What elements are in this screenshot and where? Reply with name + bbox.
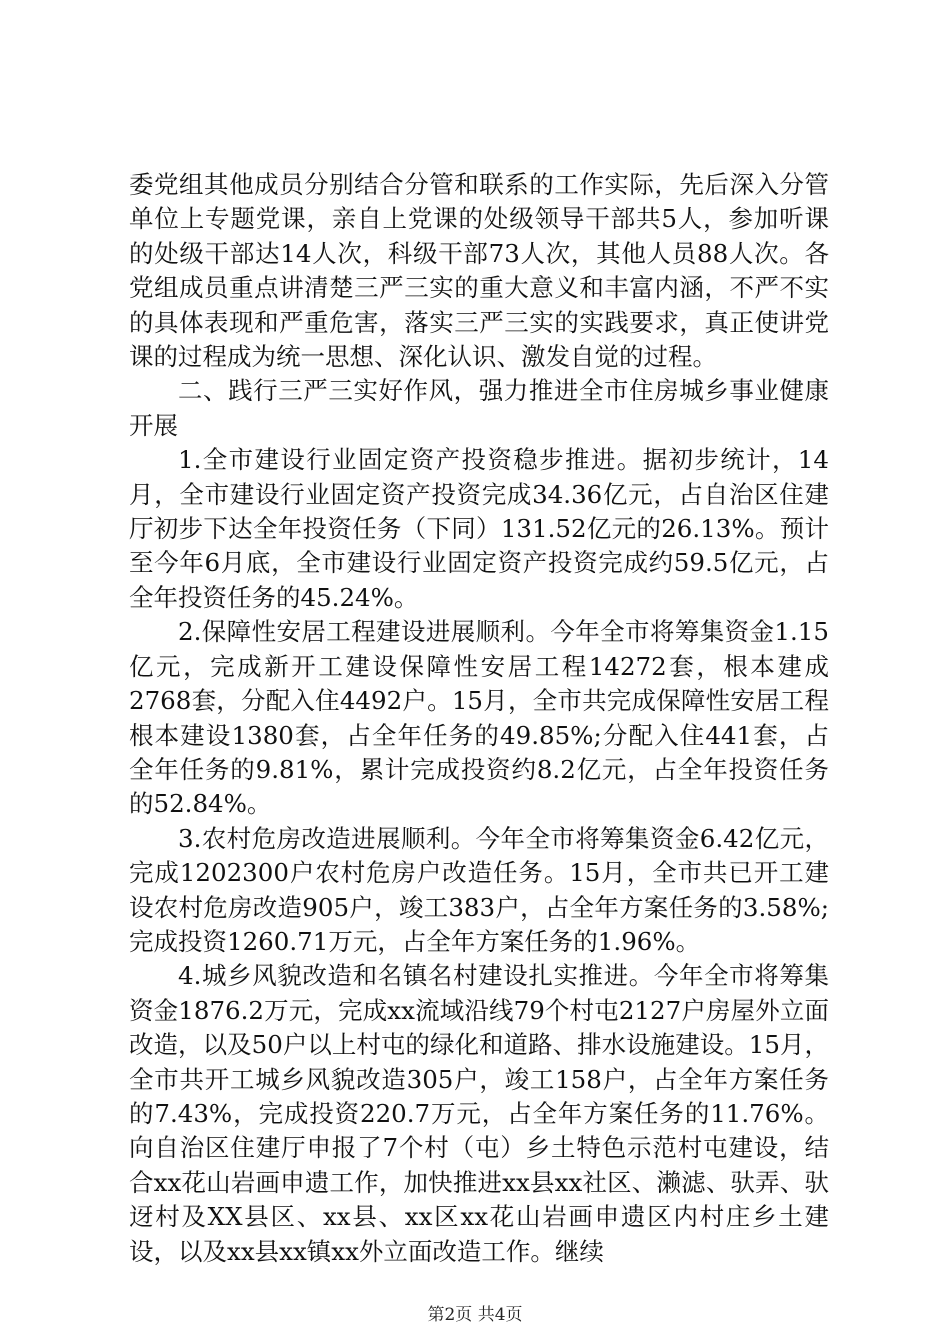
section-heading: 二、践行三严三实好作风，强力推进全市住房城乡事业健康开展 — [129, 376, 829, 440]
paragraph-item-1: 1.全市建设行业固定资产投资稳步推进。据初步统计，14月，全市建设行业固定资产投资完成34.36亿元，占自治区住建厅初步下达全年投资任务（下同）131.52亿元的26.13%。预计至今年6月底，全市建设行业固定资产投资完成约59.5亿元，占全年投资任务的45.24%。 — [129, 445, 829, 612]
paragraph-item-2: 2.保障性安居工程建设进展顺利。今年全市将筹集资金1.15亿元，完成新开工建设保障性安居工程14272套，根本建成2768套，分配入住4492户。15月，全市共完成保障性安居工程根本建设1380套，占全年任务的49.85%;分配入住441套，占全年任务的9.81%，累计完成投资约8.2亿元，占全年投资任务的52.84%。 — [129, 617, 829, 819]
document-body — [129, 168, 829, 1269]
page-number-footer: 第2页 共4页 — [427, 1305, 523, 1325]
paragraph-item-4: 4.城乡风貌改造和名镇名村建设扎实推进。今年全市将筹集资金1876.2万元，完成xx流域沿线79个村屯2127户房屋外立面改造，以及50户以上村屯的绿化和道路、排水设施建设。15月，全市共开工城乡风貌改造305户，竣工158户，占全年方案任务的7.43%，完成投资220.7万元，占全年方案任务的11.76%。向自治区住建厅申报了7个村（屯）乡土特色示范村屯建设，结合xx花山岩画申遗工作，加快推进xx县xx社区、濑滤、驮弄、驮迓村及XX县区、xx县、xx区xx花山岩画申遗区内村庄乡土建设，以及xx县xx镇xx外立面改造工作。继续 — [129, 961, 829, 1266]
paragraph-item-3: 3.农村危房改造进展顺利。今年全市将筹集资金6.42亿元，完成1202300户农村危房户改造任务。15月，全市共已开工建设农村危房改造905户，竣工383户，占全年方案任务的3.58%;完成投资1260.71万元，占全年方案任务的1.96%。 — [129, 823, 829, 956]
paragraph-continuation: 委党组其他成员分别结合分管和联系的工作实际，先后深入分管单位上专题党课，亲自上党课的处级领导干部共5人，参加听课的处级干部达14人次，科级干部73人次，其他人员88人次。各党组成员重点讲清楚三严三实的重大意义和丰富内涵，不严不实的具体表现和严重危害，落实三严三实的实践要求，真正使讲党课的过程成为统一思想、深化认识、激发自觉的过程。 — [129, 170, 829, 372]
